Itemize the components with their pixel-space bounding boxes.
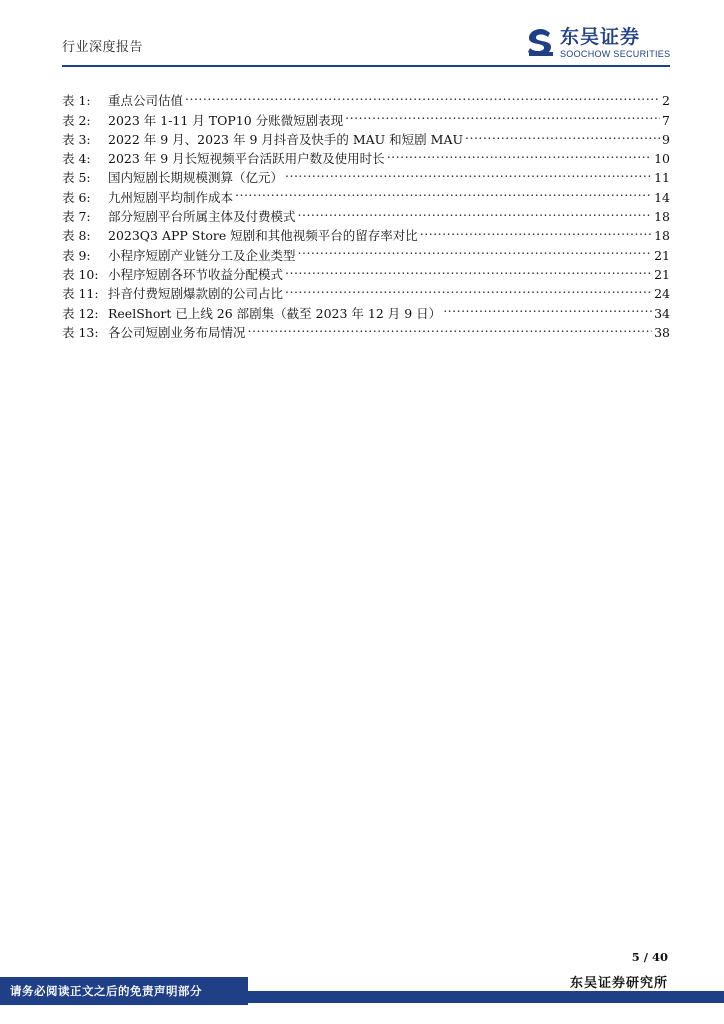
toc-dot-leader [387, 144, 652, 163]
toc-dot-leader [298, 240, 653, 259]
logo-chinese-name: 东吴证券 [560, 26, 641, 48]
toc-entry-title: 小程序短剧各环节收益分配模式 [108, 266, 284, 282]
toc-entry-title: 2022 年 9 月、2023 年 9 月抖音及快手的 MAU 和短剧 MAU [108, 131, 464, 147]
toc-entry-page: 34 [654, 305, 670, 321]
toc-entry-number: 表 11: [62, 286, 99, 302]
toc-entry-number: 表 10: [62, 266, 99, 282]
toc-entry-title: 2023Q3 APP Store 短剧和其他视频平台的留存率对比 [108, 228, 418, 244]
toc-entry-title: 九州短剧平均制作成本 [108, 189, 234, 205]
toc-entry-page: 18 [654, 228, 670, 244]
toc-entry-number: 表 3: [62, 131, 91, 147]
toc-entry-page: 2 [662, 93, 670, 109]
toc-entry-title: 重点公司估值 [108, 93, 184, 109]
toc-entry-page: 18 [654, 209, 670, 225]
page-number: 5 / 40 [631, 950, 668, 964]
toc-entry-number: 表 4: [62, 151, 91, 167]
toc-entry-title: 2023 年 9 月长短视频平台活跃用户数及使用时长 [108, 151, 385, 167]
toc-dot-leader [345, 105, 660, 124]
toc-entry-title: 2023 年 1-11 月 TOP10 分账微短剧表现 [108, 112, 344, 128]
toc-entry-page: 24 [654, 286, 670, 302]
disclaimer-text: 请务必阅读正文之后的免责声明部分 [10, 984, 202, 998]
toc-entry-page: 21 [654, 266, 670, 282]
toc-entry-page: 14 [654, 189, 670, 205]
table-of-tables [62, 86, 670, 340]
toc-entry-page: 9 [662, 131, 670, 147]
toc-entry-number: 表 13: [62, 324, 99, 340]
toc-entry-title: 部分短剧平台所属主体及付费模式 [108, 209, 296, 225]
toc-entry-page: 7 [662, 112, 670, 128]
toc-entry-title: 各公司短剧业务布局情况 [108, 324, 246, 340]
logo-english-name: SOOCHOW SECURITIES [560, 49, 671, 59]
toc-entry-title: 抖音付费短剧爆款剧的公司占比 [108, 286, 284, 302]
toc-entry-number: 表 12: [62, 305, 99, 321]
toc-entry-number: 表 8: [62, 228, 91, 244]
scs-logo-icon [526, 28, 556, 56]
toc-dot-leader [285, 279, 652, 298]
header-divider [62, 65, 670, 67]
toc-entry-title: 小程序短剧产业链分工及企业类型 [108, 247, 296, 263]
toc-dot-leader [285, 163, 652, 182]
toc-dot-leader [285, 260, 652, 279]
report-type-label: 行业深度报告 [62, 40, 144, 55]
toc-entry-number: 表 7: [62, 209, 91, 225]
toc-entry-number: 表 9: [62, 247, 91, 263]
toc-dot-leader [185, 86, 660, 105]
toc-entry-title: 国内短剧长期规模测算（亿元） [108, 170, 284, 186]
toc-dot-leader [248, 318, 653, 337]
footer-institute: 东吴证券研究所 [569, 976, 668, 991]
toc-entry-number: 表 2: [62, 112, 91, 128]
toc-entry-page: 21 [654, 247, 670, 263]
toc-entry-page: 38 [654, 324, 670, 340]
toc-dot-leader [465, 125, 660, 144]
toc-entry-number: 表 1: [62, 93, 91, 109]
toc-dot-leader [235, 182, 652, 201]
toc-entry-page: 10 [654, 151, 670, 167]
toc-dot-leader [298, 202, 653, 221]
toc-entry-number: 表 6: [62, 189, 91, 205]
soochow-logo [526, 26, 676, 62]
toc-dot-leader [420, 221, 652, 240]
toc-entry[interactable] [62, 86, 670, 109]
toc-entry-number: 表 5: [62, 170, 91, 186]
toc-entry-title: ReelShort 已上线 26 部剧集（截至 2023 年 12 月 9 日） [108, 305, 442, 321]
toc-entry-page: 11 [654, 170, 670, 186]
toc-dot-leader [443, 298, 652, 317]
